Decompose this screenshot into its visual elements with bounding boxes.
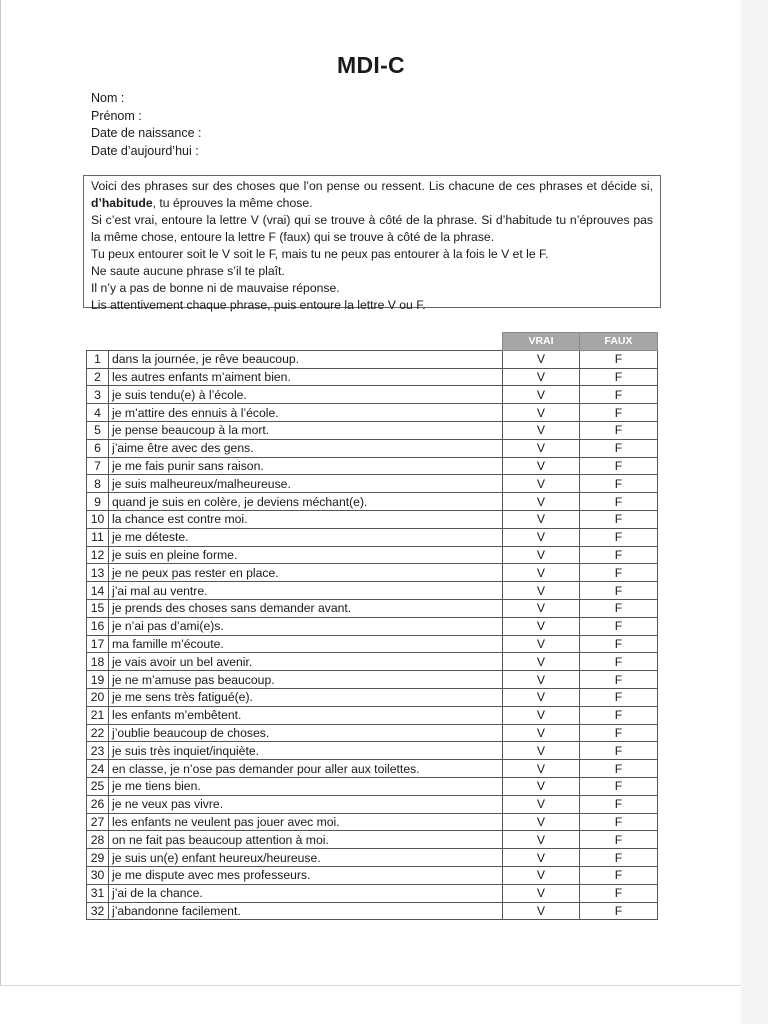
answer-faux[interactable]: F [580, 475, 658, 493]
question-text: les autres enfants m’aiment bien. [109, 368, 503, 386]
answer-vrai[interactable]: V [503, 831, 580, 849]
instructions-line: Ne saute aucune phrase s’il te plaît. [91, 264, 285, 278]
question-text: les enfants ne veulent pas jouer avec moi. [109, 813, 503, 831]
question-text: je prends des choses sans demander avant. [109, 599, 503, 617]
table-row [87, 439, 658, 457]
question-number: 12 [87, 546, 109, 564]
question-text: on ne fait pas beaucoup attention à moi. [109, 831, 503, 849]
answer-faux[interactable]: F [580, 386, 658, 404]
answer-faux[interactable]: F [580, 813, 658, 831]
instructions-line: Si c’est vrai, entoure la lettre V (vrai) qui se trouve à côté de la phrase. Si d’habitude tu n’éprouves pas la même chose, entoure la lettre F (faux) qui se trouve à côté de la phrase. [91, 213, 653, 244]
question-number: 18 [87, 653, 109, 671]
questionnaire-table-wrap [86, 332, 658, 920]
table-row [87, 777, 658, 795]
question-number: 11 [87, 528, 109, 546]
instructions-emphasis: d’habitude [91, 196, 153, 210]
question-text: les enfants m’embêtent. [109, 706, 503, 724]
answer-vrai[interactable]: V [503, 902, 580, 920]
answer-faux[interactable]: F [580, 350, 658, 368]
table-row [87, 688, 658, 706]
question-text: quand je suis en colère, je deviens méchant(e). [109, 493, 503, 511]
answer-faux[interactable]: F [580, 742, 658, 760]
question-text: je ne m’amuse pas beaucoup. [109, 671, 503, 689]
question-number: 23 [87, 742, 109, 760]
answer-faux[interactable]: F [580, 368, 658, 386]
question-number: 5 [87, 421, 109, 439]
answer-faux[interactable]: F [580, 582, 658, 600]
question-text: la chance est contre moi. [109, 510, 503, 528]
answer-faux[interactable]: F [580, 777, 658, 795]
document-title: MDI-C [337, 52, 405, 78]
answer-vrai[interactable]: V [503, 884, 580, 902]
answer-faux[interactable]: F [580, 849, 658, 867]
header-vrai: VRAI [503, 333, 580, 351]
question-text: je me tiens bien. [109, 777, 503, 795]
question-number: 24 [87, 760, 109, 778]
question-number: 10 [87, 510, 109, 528]
table-row [87, 528, 658, 546]
answer-faux[interactable]: F [580, 831, 658, 849]
question-text: j’abandonne facilement. [109, 902, 503, 920]
question-text: je ne veux pas vivre. [109, 795, 503, 813]
instructions-line: Il n’y a pas de bonne ni de mauvaise réponse. [91, 281, 340, 295]
answer-vrai[interactable]: V [503, 760, 580, 778]
table-row [87, 599, 658, 617]
answer-vrai[interactable]: V [503, 368, 580, 386]
answer-faux[interactable]: F [580, 760, 658, 778]
table-row [87, 546, 658, 564]
table-row [87, 475, 658, 493]
table-row [87, 831, 658, 849]
table-row [87, 760, 658, 778]
answer-faux[interactable]: F [580, 599, 658, 617]
table-row [87, 404, 658, 422]
answer-faux[interactable]: F [580, 884, 658, 902]
answer-vrai[interactable]: V [503, 653, 580, 671]
answer-faux[interactable]: F [580, 439, 658, 457]
question-number: 7 [87, 457, 109, 475]
question-text: je n’ai pas d’ami(e)s. [109, 617, 503, 635]
question-text: je suis tendu(e) à l’école. [109, 386, 503, 404]
answer-vrai[interactable]: V [503, 813, 580, 831]
viewer-background [741, 0, 768, 1024]
question-text: je pense beaucoup à la mort. [109, 421, 503, 439]
field-date-naissance: Date de naissance : [91, 126, 202, 140]
question-number: 4 [87, 404, 109, 422]
answer-faux[interactable]: F [580, 493, 658, 511]
instructions-box [83, 175, 661, 312]
table-row [87, 368, 658, 386]
question-number: 19 [87, 671, 109, 689]
table-row [87, 510, 658, 528]
answer-faux[interactable]: F [580, 564, 658, 582]
question-number: 26 [87, 795, 109, 813]
question-text: ma famille m’écoute. [109, 635, 503, 653]
answer-vrai[interactable]: V [503, 439, 580, 457]
answer-faux[interactable]: F [580, 902, 658, 920]
question-number: 17 [87, 635, 109, 653]
table-row [87, 671, 658, 689]
answer-vrai[interactable]: V [503, 724, 580, 742]
question-number: 20 [87, 688, 109, 706]
answer-vrai[interactable]: V [503, 404, 580, 422]
question-number: 15 [87, 599, 109, 617]
answer-vrai[interactable]: V [503, 582, 580, 600]
question-text: je me dispute avec mes professeurs. [109, 866, 503, 884]
question-text: je me sens très fatigué(e). [109, 688, 503, 706]
answer-vrai[interactable]: V [503, 546, 580, 564]
answer-faux[interactable]: F [580, 653, 658, 671]
table-row [87, 849, 658, 867]
answer-faux[interactable]: F [580, 635, 658, 653]
table-row [87, 457, 658, 475]
question-number: 30 [87, 866, 109, 884]
answer-faux[interactable]: F [580, 510, 658, 528]
question-number: 27 [87, 813, 109, 831]
table-row [87, 350, 658, 368]
table-row [87, 421, 658, 439]
question-text: dans la journée, je rêve beaucoup. [109, 350, 503, 368]
table-row [87, 724, 658, 742]
question-text: j’ai de la chance. [109, 884, 503, 902]
question-number: 2 [87, 368, 109, 386]
table-row [87, 635, 658, 653]
table-row [87, 386, 658, 404]
question-number: 31 [87, 884, 109, 902]
question-text: je suis très inquiet/inquiète. [109, 742, 503, 760]
question-number: 28 [87, 831, 109, 849]
table-row [87, 617, 658, 635]
answer-vrai[interactable]: V [503, 493, 580, 511]
answer-faux[interactable]: F [580, 724, 658, 742]
question-number: 9 [87, 493, 109, 511]
answer-vrai[interactable]: V [503, 421, 580, 439]
question-number: 21 [87, 706, 109, 724]
answer-vrai[interactable]: V [503, 635, 580, 653]
answer-vrai[interactable]: V [503, 706, 580, 724]
question-text: je ne peux pas rester en place. [109, 564, 503, 582]
question-text: j’oublie beaucoup de choses. [109, 724, 503, 742]
answer-vrai[interactable]: V [503, 475, 580, 493]
answer-faux[interactable]: F [580, 528, 658, 546]
identity-fields [91, 90, 202, 160]
table-body [87, 350, 658, 920]
instructions-line: Tu peux entourer soit le V soit le F, mais tu ne peux pas entourer à la fois le V et le F. [91, 247, 549, 261]
answer-vrai[interactable]: V [503, 688, 580, 706]
answer-faux[interactable]: F [580, 457, 658, 475]
answer-vrai[interactable]: V [503, 866, 580, 884]
table-header-row [87, 333, 658, 351]
question-number: 22 [87, 724, 109, 742]
header-faux: FAUX [580, 333, 658, 351]
question-text: je suis un(e) enfant heureux/heureuse. [109, 849, 503, 867]
field-date-aujourdhui: Date d’aujourd’hui : [91, 143, 199, 158]
table-row [87, 742, 658, 760]
instructions-intro: Voici des phrases sur des choses que l’on pense ou ressent. Lis chacune de ces phrases et décide si, d’habitude, tu éprouves la même chose. [91, 179, 653, 210]
question-number: 8 [87, 475, 109, 493]
question-text: j’ai mal au ventre. [109, 582, 503, 600]
question-text: en classe, je n’ose pas demander pour aller aux toilettes. [109, 760, 503, 778]
question-number: 25 [87, 777, 109, 795]
header-blank [109, 333, 503, 351]
answer-vrai[interactable]: V [503, 671, 580, 689]
question-text: je suis en pleine forme. [109, 546, 503, 564]
answer-faux[interactable]: F [580, 404, 658, 422]
question-number: 1 [87, 350, 109, 368]
table-row [87, 564, 658, 582]
table-row [87, 706, 658, 724]
question-number: 13 [87, 564, 109, 582]
answer-vrai[interactable]: V [503, 777, 580, 795]
answer-vrai[interactable]: V [503, 350, 580, 368]
header-blank [87, 333, 109, 351]
question-text: je m’attire des ennuis à l’école. [109, 404, 503, 422]
answer-faux[interactable]: F [580, 421, 658, 439]
answer-vrai[interactable]: V [503, 564, 580, 582]
table-row [87, 795, 658, 813]
answer-faux[interactable]: F [580, 706, 658, 724]
question-text: je suis malheureux/malheureuse. [109, 475, 503, 493]
answer-vrai[interactable]: V [503, 849, 580, 867]
table-row [87, 493, 658, 511]
answer-vrai[interactable]: V [503, 599, 580, 617]
table-row [87, 902, 658, 920]
table-row [87, 653, 658, 671]
question-text: j’aime être avec des gens. [109, 439, 503, 457]
question-number: 3 [87, 386, 109, 404]
answer-faux[interactable]: F [580, 671, 658, 689]
question-text: je vais avoir un bel avenir. [109, 653, 503, 671]
table-row [87, 582, 658, 600]
answer-vrai[interactable]: V [503, 386, 580, 404]
answer-vrai[interactable]: V [503, 617, 580, 635]
questionnaire-table [86, 332, 658, 920]
table-row [87, 813, 658, 831]
answer-faux[interactable]: F [580, 617, 658, 635]
question-number: 14 [87, 582, 109, 600]
instructions-line: Lis attentivement chaque phrase, puis entoure la lettre V ou F. [91, 298, 426, 312]
table-row [87, 866, 658, 884]
answer-vrai[interactable]: V [503, 795, 580, 813]
question-number: 32 [87, 902, 109, 920]
question-number: 29 [87, 849, 109, 867]
question-number: 16 [87, 617, 109, 635]
answer-vrai[interactable]: V [503, 528, 580, 546]
table-row [87, 884, 658, 902]
field-nom: Nom : [91, 91, 125, 105]
answer-faux[interactable]: F [580, 866, 658, 884]
answer-vrai[interactable]: V [503, 510, 580, 528]
answer-vrai[interactable]: V [503, 742, 580, 760]
question-text: je me déteste. [109, 528, 503, 546]
field-prenom: Prénom : [91, 108, 142, 123]
answer-vrai[interactable]: V [503, 457, 580, 475]
answer-faux[interactable]: F [580, 546, 658, 564]
question-number: 6 [87, 439, 109, 457]
answer-faux[interactable]: F [580, 688, 658, 706]
question-text: je me fais punir sans raison. [109, 457, 503, 475]
answer-faux[interactable]: F [580, 795, 658, 813]
